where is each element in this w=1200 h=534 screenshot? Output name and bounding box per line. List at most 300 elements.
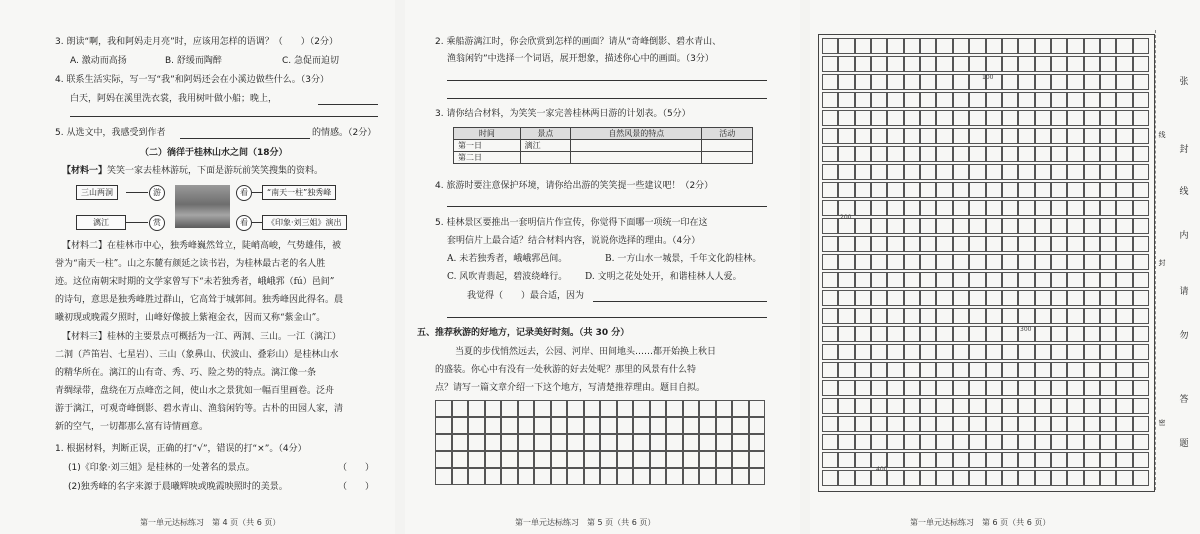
grid-cell[interactable] xyxy=(1002,164,1018,180)
grid-cell[interactable] xyxy=(1018,56,1034,72)
grid-cell[interactable] xyxy=(936,452,952,468)
grid-cell[interactable] xyxy=(1084,110,1100,126)
grid-cell[interactable] xyxy=(969,452,985,468)
grid-cell[interactable] xyxy=(969,56,985,72)
grid-cell[interactable] xyxy=(920,56,936,72)
q5-answer-line[interactable] xyxy=(593,301,767,302)
grid-cell[interactable] xyxy=(501,417,518,434)
grid-cell[interactable] xyxy=(920,362,936,378)
grid-cell[interactable] xyxy=(920,254,936,270)
grid-cell[interactable] xyxy=(953,254,969,270)
grid-cell[interactable] xyxy=(1002,182,1018,198)
grid-cell[interactable] xyxy=(1116,308,1132,324)
grid-cell[interactable] xyxy=(1051,128,1067,144)
grid-cell[interactable] xyxy=(1100,128,1116,144)
grid-cell[interactable] xyxy=(969,308,985,324)
grid-cell[interactable] xyxy=(838,56,854,72)
grid-cell[interactable] xyxy=(1116,326,1132,342)
grid-cell[interactable] xyxy=(920,200,936,216)
grid-cell[interactable] xyxy=(1133,326,1149,342)
grid-cell[interactable] xyxy=(936,398,952,414)
grid-cell[interactable] xyxy=(822,218,838,234)
grid-cell[interactable] xyxy=(551,451,568,468)
grid-cell[interactable] xyxy=(855,398,871,414)
grid-cell[interactable] xyxy=(468,451,485,468)
grid-cell[interactable] xyxy=(953,146,969,162)
grid-cell[interactable] xyxy=(838,380,854,396)
grid-cell[interactable] xyxy=(822,434,838,450)
grid-cell[interactable] xyxy=(1100,470,1116,486)
grid-cell[interactable] xyxy=(1084,380,1100,396)
grid-cell[interactable] xyxy=(871,398,887,414)
grid-cell[interactable] xyxy=(1018,254,1034,270)
grid-cell[interactable] xyxy=(1084,236,1100,252)
grid-cell[interactable] xyxy=(1035,200,1051,216)
grid-cell[interactable] xyxy=(1018,92,1034,108)
grid-cell[interactable] xyxy=(1002,128,1018,144)
grid-cell[interactable] xyxy=(1116,416,1132,432)
grid-cell[interactable] xyxy=(920,110,936,126)
grid-cell[interactable] xyxy=(1002,92,1018,108)
grid-cell[interactable] xyxy=(1133,380,1149,396)
grid-cell[interactable] xyxy=(1018,308,1034,324)
grid-cell[interactable] xyxy=(1100,380,1116,396)
grid-cell[interactable] xyxy=(1035,182,1051,198)
grid-cell[interactable] xyxy=(1002,38,1018,54)
grid-cell[interactable] xyxy=(855,254,871,270)
grid-cell[interactable] xyxy=(716,400,733,417)
grid-cell[interactable] xyxy=(936,254,952,270)
grid-cell[interactable] xyxy=(969,398,985,414)
grid-cell[interactable] xyxy=(936,434,952,450)
grid-cell[interactable] xyxy=(822,272,838,288)
grid-cell[interactable] xyxy=(1084,416,1100,432)
grid-cell[interactable] xyxy=(551,400,568,417)
grid-cell[interactable] xyxy=(986,398,1002,414)
grid-cell[interactable] xyxy=(969,38,985,54)
grid-cell[interactable] xyxy=(1100,344,1116,360)
grid-cell[interactable] xyxy=(1133,110,1149,126)
grid-cell[interactable] xyxy=(485,434,502,451)
grid-cell[interactable] xyxy=(822,308,838,324)
grid-cell[interactable] xyxy=(986,200,1002,216)
grid-cell[interactable] xyxy=(1133,92,1149,108)
grid-cell[interactable] xyxy=(633,417,650,434)
grid-cell[interactable] xyxy=(936,290,952,306)
grid-cell[interactable] xyxy=(1084,254,1100,270)
grid-cell[interactable] xyxy=(485,468,502,485)
grid-cell[interactable] xyxy=(936,92,952,108)
grid-cell[interactable] xyxy=(871,434,887,450)
grid-cell[interactable] xyxy=(822,380,838,396)
grid-cell[interactable] xyxy=(1067,362,1083,378)
grid-cell[interactable] xyxy=(920,344,936,360)
grid-cell[interactable] xyxy=(838,290,854,306)
grid-cell[interactable] xyxy=(1084,326,1100,342)
grid-cell[interactable] xyxy=(1084,74,1100,90)
grid-cell[interactable] xyxy=(551,417,568,434)
grid-cell[interactable] xyxy=(936,164,952,180)
grid-cell[interactable] xyxy=(1084,344,1100,360)
grid-cell[interactable] xyxy=(986,110,1002,126)
grid-cell[interactable] xyxy=(1018,398,1034,414)
q5-answer-line-2[interactable] xyxy=(447,317,767,318)
grid-cell[interactable] xyxy=(452,417,469,434)
grid-cell[interactable] xyxy=(904,434,920,450)
grid-cell[interactable] xyxy=(1051,290,1067,306)
grid-cell[interactable] xyxy=(936,110,952,126)
grid-cell[interactable] xyxy=(1084,308,1100,324)
grid-cell[interactable] xyxy=(904,56,920,72)
grid-cell[interactable] xyxy=(683,468,700,485)
grid-cell[interactable] xyxy=(822,344,838,360)
grid-cell[interactable] xyxy=(920,218,936,234)
grid-cell[interactable] xyxy=(1051,452,1067,468)
grid-cell[interactable] xyxy=(953,38,969,54)
grid-cell[interactable] xyxy=(871,380,887,396)
grid-cell[interactable] xyxy=(567,417,584,434)
grid-cell[interactable] xyxy=(855,416,871,432)
grid-cell[interactable] xyxy=(452,434,469,451)
grid-cell[interactable] xyxy=(1035,434,1051,450)
q5-answer-line[interactable] xyxy=(180,138,310,139)
grid-cell[interactable] xyxy=(936,218,952,234)
grid-cell[interactable] xyxy=(1133,452,1149,468)
grid-cell[interactable] xyxy=(1002,308,1018,324)
grid-cell[interactable] xyxy=(855,128,871,144)
grid-cell[interactable] xyxy=(1018,218,1034,234)
grid-cell[interactable] xyxy=(887,74,903,90)
grid-cell[interactable] xyxy=(1116,398,1132,414)
q4-answer-line-2[interactable] xyxy=(70,116,378,117)
grid-cell[interactable] xyxy=(485,417,502,434)
grid-cell[interactable] xyxy=(855,146,871,162)
grid-cell[interactable] xyxy=(1084,56,1100,72)
grid-cell[interactable] xyxy=(1133,362,1149,378)
grid-cell[interactable] xyxy=(969,362,985,378)
grid-cell[interactable] xyxy=(1002,218,1018,234)
grid-cell[interactable] xyxy=(1116,236,1132,252)
grid-cell[interactable] xyxy=(920,236,936,252)
grid-cell[interactable] xyxy=(887,254,903,270)
grid-cell[interactable] xyxy=(904,326,920,342)
grid-cell[interactable] xyxy=(1051,362,1067,378)
grid-cell[interactable] xyxy=(1035,272,1051,288)
grid-cell[interactable] xyxy=(838,164,854,180)
grid-cell[interactable] xyxy=(822,110,838,126)
grid-cell[interactable] xyxy=(838,434,854,450)
grid-cell[interactable] xyxy=(617,451,634,468)
grid-cell[interactable] xyxy=(1051,92,1067,108)
grid-cell[interactable] xyxy=(600,417,617,434)
grid-cell[interactable] xyxy=(1035,128,1051,144)
grid-cell[interactable] xyxy=(1002,362,1018,378)
grid-cell[interactable] xyxy=(871,362,887,378)
grid-cell[interactable] xyxy=(732,451,749,468)
grid-cell[interactable] xyxy=(1002,290,1018,306)
writing-grid-page-5[interactable] xyxy=(435,400,765,486)
grid-cell[interactable] xyxy=(716,434,733,451)
grid-cell[interactable] xyxy=(518,451,535,468)
grid-cell[interactable] xyxy=(1116,380,1132,396)
grid-cell[interactable] xyxy=(855,92,871,108)
grid-cell[interactable] xyxy=(1002,200,1018,216)
grid-cell[interactable] xyxy=(567,451,584,468)
grid-cell[interactable] xyxy=(855,380,871,396)
grid-cell[interactable] xyxy=(716,468,733,485)
grid-cell[interactable] xyxy=(534,451,551,468)
grid-cell[interactable] xyxy=(871,128,887,144)
grid-cell[interactable] xyxy=(920,452,936,468)
grid-cell[interactable] xyxy=(1100,416,1116,432)
grid-cell[interactable] xyxy=(904,110,920,126)
grid-cell[interactable] xyxy=(452,468,469,485)
grid-cell[interactable] xyxy=(953,362,969,378)
grid-cell[interactable] xyxy=(855,218,871,234)
grid-cell[interactable] xyxy=(1051,434,1067,450)
grid-cell[interactable] xyxy=(969,416,985,432)
grid-cell[interactable] xyxy=(1002,56,1018,72)
grid-cell[interactable] xyxy=(1067,38,1083,54)
grid-cell[interactable] xyxy=(1133,344,1149,360)
grid-cell[interactable] xyxy=(969,110,985,126)
grid-cell[interactable] xyxy=(1067,164,1083,180)
grid-cell[interactable] xyxy=(633,434,650,451)
grid-cell[interactable] xyxy=(485,400,502,417)
grid-cell[interactable] xyxy=(936,74,952,90)
grid-cell[interactable] xyxy=(749,451,766,468)
grid-cell[interactable] xyxy=(534,434,551,451)
grid-cell[interactable] xyxy=(871,308,887,324)
grid-cell[interactable] xyxy=(1018,362,1034,378)
grid-cell[interactable] xyxy=(716,417,733,434)
grid-cell[interactable] xyxy=(1133,416,1149,432)
grid-cell[interactable] xyxy=(953,452,969,468)
grid-cell[interactable] xyxy=(1084,200,1100,216)
grid-cell[interactable] xyxy=(953,74,969,90)
grid-cell[interactable] xyxy=(838,398,854,414)
grid-cell[interactable] xyxy=(1002,434,1018,450)
grid-cell[interactable] xyxy=(904,272,920,288)
grid-cell[interactable] xyxy=(855,452,871,468)
grid-cell[interactable] xyxy=(920,470,936,486)
grid-cell[interactable] xyxy=(1018,452,1034,468)
grid-cell[interactable] xyxy=(936,146,952,162)
grid-cell[interactable] xyxy=(1067,92,1083,108)
grid-cell[interactable] xyxy=(953,344,969,360)
grid-cell[interactable] xyxy=(1035,308,1051,324)
grid-cell[interactable] xyxy=(1035,326,1051,342)
grid-cell[interactable] xyxy=(953,182,969,198)
grid-cell[interactable] xyxy=(1051,200,1067,216)
grid-cell[interactable] xyxy=(551,468,568,485)
grid-cell[interactable] xyxy=(683,434,700,451)
grid-cell[interactable] xyxy=(1035,470,1051,486)
grid-cell[interactable] xyxy=(822,416,838,432)
grid-cell[interactable] xyxy=(650,417,667,434)
grid-cell[interactable] xyxy=(1035,218,1051,234)
grid-cell[interactable] xyxy=(1100,326,1116,342)
grid-cell[interactable] xyxy=(855,326,871,342)
grid-cell[interactable] xyxy=(1116,344,1132,360)
grid-cell[interactable] xyxy=(1035,344,1051,360)
grid-cell[interactable] xyxy=(969,380,985,396)
grid-cell[interactable] xyxy=(986,308,1002,324)
grid-cell[interactable] xyxy=(1067,380,1083,396)
grid-cell[interactable] xyxy=(666,400,683,417)
grid-cell[interactable] xyxy=(986,164,1002,180)
grid-cell[interactable] xyxy=(1084,362,1100,378)
grid-cell[interactable] xyxy=(1067,56,1083,72)
grid-cell[interactable] xyxy=(1133,146,1149,162)
grid-cell[interactable] xyxy=(1067,290,1083,306)
grid-cell[interactable] xyxy=(1018,434,1034,450)
grid-cell[interactable] xyxy=(822,146,838,162)
grid-cell[interactable] xyxy=(969,272,985,288)
grid-cell[interactable] xyxy=(871,110,887,126)
grid-cell[interactable] xyxy=(518,400,535,417)
grid-cell[interactable] xyxy=(887,236,903,252)
grid-cell[interactable] xyxy=(732,417,749,434)
grid-cell[interactable] xyxy=(1002,272,1018,288)
grid-cell[interactable] xyxy=(969,164,985,180)
grid-cell[interactable] xyxy=(953,380,969,396)
grid-cell[interactable] xyxy=(887,272,903,288)
grid-cell[interactable] xyxy=(1133,290,1149,306)
grid-cell[interactable] xyxy=(936,326,952,342)
grid-cell[interactable] xyxy=(1018,344,1034,360)
grid-cell[interactable] xyxy=(904,236,920,252)
grid-cell[interactable] xyxy=(1002,236,1018,252)
grid-cell[interactable] xyxy=(969,128,985,144)
grid-cell[interactable] xyxy=(1084,128,1100,144)
grid-cell[interactable] xyxy=(838,362,854,378)
cell-activity-1[interactable] xyxy=(702,140,753,152)
grid-cell[interactable] xyxy=(904,146,920,162)
grid-cell[interactable] xyxy=(1133,128,1149,144)
grid-cell[interactable] xyxy=(732,468,749,485)
grid-cell[interactable] xyxy=(953,290,969,306)
grid-cell[interactable] xyxy=(501,400,518,417)
grid-cell[interactable] xyxy=(699,451,716,468)
grid-cell[interactable] xyxy=(969,218,985,234)
grid-cell[interactable] xyxy=(904,164,920,180)
grid-cell[interactable] xyxy=(871,92,887,108)
grid-cell[interactable] xyxy=(953,92,969,108)
grid-cell[interactable] xyxy=(887,380,903,396)
grid-cell[interactable] xyxy=(600,468,617,485)
grid-cell[interactable] xyxy=(822,326,838,342)
grid-cell[interactable] xyxy=(838,254,854,270)
grid-cell[interactable] xyxy=(749,468,766,485)
grid-cell[interactable] xyxy=(1067,254,1083,270)
grid-cell[interactable] xyxy=(1100,218,1116,234)
grid-cell[interactable] xyxy=(920,164,936,180)
grid-cell[interactable] xyxy=(887,200,903,216)
grid-cell[interactable] xyxy=(953,470,969,486)
grid-cell[interactable] xyxy=(435,434,452,451)
grid-cell[interactable] xyxy=(969,326,985,342)
grid-cell[interactable] xyxy=(887,146,903,162)
grid-cell[interactable] xyxy=(920,272,936,288)
grid-cell[interactable] xyxy=(986,452,1002,468)
grid-cell[interactable] xyxy=(1116,56,1132,72)
grid-cell[interactable] xyxy=(904,128,920,144)
grid-cell[interactable] xyxy=(838,128,854,144)
grid-cell[interactable] xyxy=(666,468,683,485)
grid-cell[interactable] xyxy=(953,128,969,144)
grid-cell[interactable] xyxy=(584,400,601,417)
grid-cell[interactable] xyxy=(1002,416,1018,432)
grid-cell[interactable] xyxy=(452,451,469,468)
grid-cell[interactable] xyxy=(920,308,936,324)
grid-cell[interactable] xyxy=(584,434,601,451)
grid-cell[interactable] xyxy=(1002,398,1018,414)
grid-cell[interactable] xyxy=(1067,434,1083,450)
grid-cell[interactable] xyxy=(1035,290,1051,306)
grid-cell[interactable] xyxy=(822,128,838,144)
grid-cell[interactable] xyxy=(1051,236,1067,252)
grid-cell[interactable] xyxy=(887,38,903,54)
grid-cell[interactable] xyxy=(822,452,838,468)
grid-cell[interactable] xyxy=(969,290,985,306)
grid-cell[interactable] xyxy=(986,146,1002,162)
grid-cell[interactable] xyxy=(1116,218,1132,234)
grid-cell[interactable] xyxy=(838,308,854,324)
grid-cell[interactable] xyxy=(904,362,920,378)
grid-cell[interactable] xyxy=(1035,38,1051,54)
grid-cell[interactable] xyxy=(1100,56,1116,72)
grid-cell[interactable] xyxy=(1100,92,1116,108)
grid-cell[interactable] xyxy=(1051,416,1067,432)
grid-cell[interactable] xyxy=(1133,200,1149,216)
grid-cell[interactable] xyxy=(969,92,985,108)
grid-cell[interactable] xyxy=(953,236,969,252)
grid-cell[interactable] xyxy=(920,92,936,108)
grid-cell[interactable] xyxy=(699,417,716,434)
grid-cell[interactable] xyxy=(1018,200,1034,216)
grid-cell[interactable] xyxy=(617,468,634,485)
grid-cell[interactable] xyxy=(699,400,716,417)
grid-cell[interactable] xyxy=(1018,416,1034,432)
grid-cell[interactable] xyxy=(1002,380,1018,396)
grid-cell[interactable] xyxy=(887,290,903,306)
grid-cell[interactable] xyxy=(887,344,903,360)
grid-cell[interactable] xyxy=(904,182,920,198)
grid-cell[interactable] xyxy=(822,182,838,198)
grid-cell[interactable] xyxy=(1084,146,1100,162)
grid-cell[interactable] xyxy=(1100,182,1116,198)
grid-cell[interactable] xyxy=(871,290,887,306)
grid-cell[interactable] xyxy=(986,236,1002,252)
grid-cell[interactable] xyxy=(936,236,952,252)
p5-q4-answer-line[interactable] xyxy=(447,206,767,207)
grid-cell[interactable] xyxy=(650,468,667,485)
grid-cell[interactable] xyxy=(1100,290,1116,306)
grid-cell[interactable] xyxy=(1084,92,1100,108)
grid-cell[interactable] xyxy=(1116,110,1132,126)
grid-cell[interactable] xyxy=(699,434,716,451)
grid-cell[interactable] xyxy=(1067,182,1083,198)
grid-cell[interactable] xyxy=(904,92,920,108)
grid-cell[interactable] xyxy=(953,416,969,432)
grid-cell[interactable] xyxy=(1084,218,1100,234)
grid-cell[interactable] xyxy=(838,416,854,432)
grid-cell[interactable] xyxy=(1002,452,1018,468)
grid-cell[interactable] xyxy=(1100,452,1116,468)
grid-cell[interactable] xyxy=(986,434,1002,450)
grid-cell[interactable] xyxy=(683,400,700,417)
